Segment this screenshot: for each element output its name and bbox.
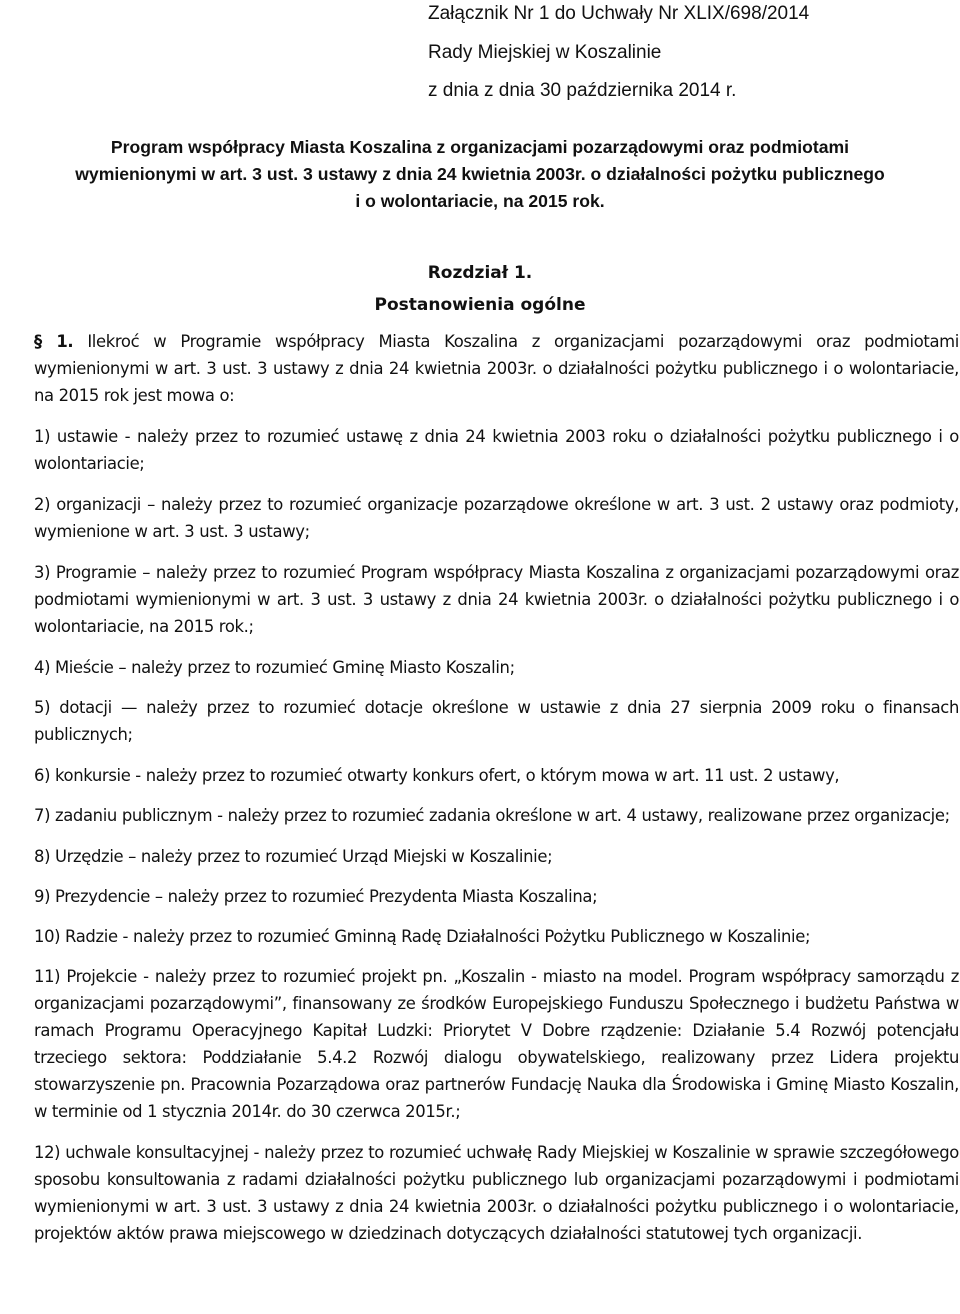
definition-item: 7) zadaniu publicznym - należy przez to rozumieć zadania określone w art. 4 ustawy, realizowane przez organizacje; (34, 806, 950, 825)
definition-list (34, 423, 959, 1247)
definition-item: 1) ustawie - należy przez to rozumieć ustawę z dnia 24 kwietnia 2003 roku o działalności pożytku publicznego i o wolontariacie; (34, 427, 959, 473)
definition-item: 9) Prezydencie – należy przez to rozumieć Prezydenta Miasta Koszalina; (34, 887, 598, 906)
definition-item: 11) Projekcie - należy przez to rozumieć projekt pn. „Koszalin - miasto na model. Program współpracy samorządu z organizacjami pozarządowymi”, finansowany ze środków Europejskiego Funduszu Społecznego i budżetu Państwa w ramach Programu Operacyjnego Kapitał Ludzki: Priorytet V Dobre rządzenie: Działanie 5.4 Rozwój potencjału trzeciego sektora: Poddziałanie 5.4.2 Rozwój dialogu obywatelskiego, realizowany przez Lidera projektu stowarzyszenie pn. Pracownia Pozarządowa oraz partnerów Fundację Nauka dla Środowiska i Gminę Miasto Koszalin, w terminie od 1 stycznia 2014r. do 30 czerwca 2015r.; (34, 967, 959, 1121)
document-title (20, 134, 940, 215)
definition-item: 8) Urzędzie – należy przez to rozumieć Urząd Miejski w Koszalinie; (34, 847, 553, 866)
definition-item: 2) organizacji – należy przez to rozumieć organizacje pozarządowe określone w art. 3 ust. 2 ustawy oraz podmioty, wymienione w art. 3 ust. 3 ustawy; (34, 495, 959, 541)
definition-item: 3) Programie – należy przez to rozumieć Program współpracy Miasta Koszalina z organizacjami pozarządowymi oraz podmiotami wymienionymi w art. 3 ust. 3 ustawy z dnia 24 kwietnia 2003r. o działalności pożytku publicznego i o wolontariacie, na 2015 rok.; (34, 563, 959, 636)
definition-item: 12) uchwale konsultacyjnej - należy przez to rozumieć uchwałę Rady Miejskiej w Koszalinie w sprawie szczegółowego sposobu konsultowania z radami działalności pożytku publicznego lub organizacjami pozarządowymi i podmiotami wymienionymi w art. 3 ust. 3 ustawy z dnia 24 kwietnia 2003r. o działalności pożytku publicznego i o wolontariacie, projektów aktów prawa miejscowego w dziedzinach dotyczących działalności statutowej tych organizacji. (34, 1143, 959, 1243)
document-title-line-3: i o wolontariacie, na 2015 rok. (355, 191, 605, 211)
definition-item: 5) dotacji — należy przez to rozumieć dotacje określone w ustawie z dnia 27 sierpnia 2009 roku o finansach publicznych; (34, 698, 959, 744)
definition-item: 6) konkursie - należy przez to rozumieć otwarty konkurs ofert, o którym mowa w art. 11 ust. 2 ustawy, (34, 766, 840, 785)
document-title-line-2: wymienionymi w art. 3 ust. 3 ustawy z dnia 24 kwietnia 2003r. o działalności pożytku publicznego (75, 164, 885, 184)
section-1-intro (34, 328, 959, 409)
chapter-heading (0, 257, 960, 321)
section-mark: § 1. (34, 332, 74, 351)
chapter-name: Postanowienia ogólne (374, 295, 586, 315)
chapter-number: Rozdział 1. (427, 263, 533, 283)
annex-header (428, 0, 948, 101)
section-1-intro-text: Ilekroć w Programie współpracy Miasta Koszalina z organizacjami pozarządowymi oraz podmiotami wymienionymi w art. 3 ust. 3 ustawy z dnia 24 kwietnia 2003r. o działalności pożytku publicznego i o wolontariacie, na 2015 rok jest mowa o: (34, 332, 959, 405)
annex-header-line-1: Załącznik Nr 1 do Uchwały Nr XLIX/698/2014 (428, 3, 810, 24)
annex-header-line-2: Rady Miejskiej w Koszalinie (428, 42, 662, 63)
definition-item: 10) Radzie - należy przez to rozumieć Gminną Radę Działalności Pożytku Publicznego w Koszalinie; (34, 927, 811, 946)
definition-item: 4) Mieście – należy przez to rozumieć Gminę Miasto Koszalin; (34, 658, 515, 677)
document-title-line-1: Program współpracy Miasta Koszalina z organizacjami pozarządowymi oraz podmiotami (110, 137, 850, 157)
annex-header-line-3: z dnia z dnia 30 października 2014 r. (428, 80, 737, 101)
section-1 (34, 328, 959, 1261)
